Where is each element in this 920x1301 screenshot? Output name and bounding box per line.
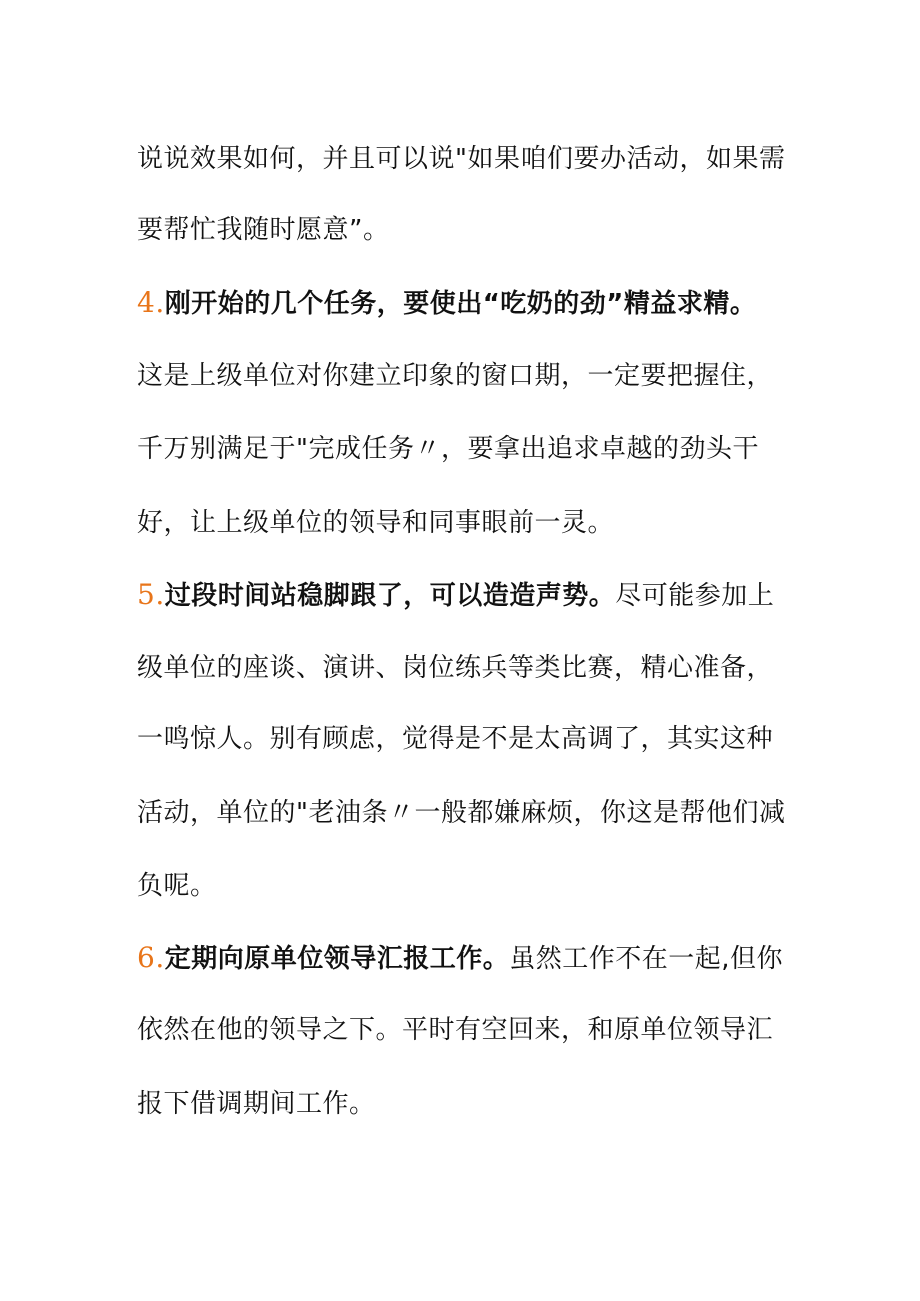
item-6-heading: 定期向原单位领导汇报工作。 [164, 944, 510, 974]
item-5-line-3: 活动，单位的"老油条〃一般都嫌麻烦，你这是帮他们减 [137, 798, 786, 828]
item-6-line-1: 依然在他的领导之下。平时有空回来，和原单位领导汇 [137, 1015, 774, 1045]
item-5-first-line-rest: 尽可能参加上 [615, 581, 775, 611]
item-5-heading: 过段时间站稳脚跟了，可以造造声势。 [164, 581, 616, 611]
item-4-number: 4. [137, 286, 165, 319]
item-4-line-2: 千万别满足于"完成任务〃，要拿出追求卓越的劲头干 [137, 434, 759, 464]
item-5-line-4: 负呢。 [137, 871, 217, 901]
item-5-line-2: 一鸣惊人。别有顾虑，觉得是不是太高调了，其实这种 [137, 724, 774, 754]
item-5-heading-line [137, 575, 797, 615]
item-6-line-2: 报下借调期间工作。 [137, 1089, 376, 1119]
item-4-line-3: 好，让上级单位的领导和同事眼前一灵。 [137, 508, 615, 538]
item-6-first-line-rest: 虽然工作不在一起,但你 [509, 944, 783, 974]
item-5-line-1: 级单位的座谈、演讲、岗位练兵等类比赛，精心准备， [137, 653, 774, 683]
intro-line-1: 说说效果如何，并且可以说"如果咱们要办活动，如果需 [137, 144, 786, 174]
item-5-number: 5. [137, 578, 165, 611]
item-6-number: 6. [137, 941, 165, 974]
item-4-line-1: 这是上级单位对你建立印象的窗口期，一定要把握住， [137, 361, 774, 391]
intro-line-2: 要帮忙我随时愿意”。 [137, 215, 390, 245]
item-4-heading-line [137, 283, 797, 323]
item-6-heading-line [137, 938, 797, 978]
item-4-heading: 刚开始的几个任务，要使出“吃奶的劲”精益求精。 [164, 289, 757, 319]
